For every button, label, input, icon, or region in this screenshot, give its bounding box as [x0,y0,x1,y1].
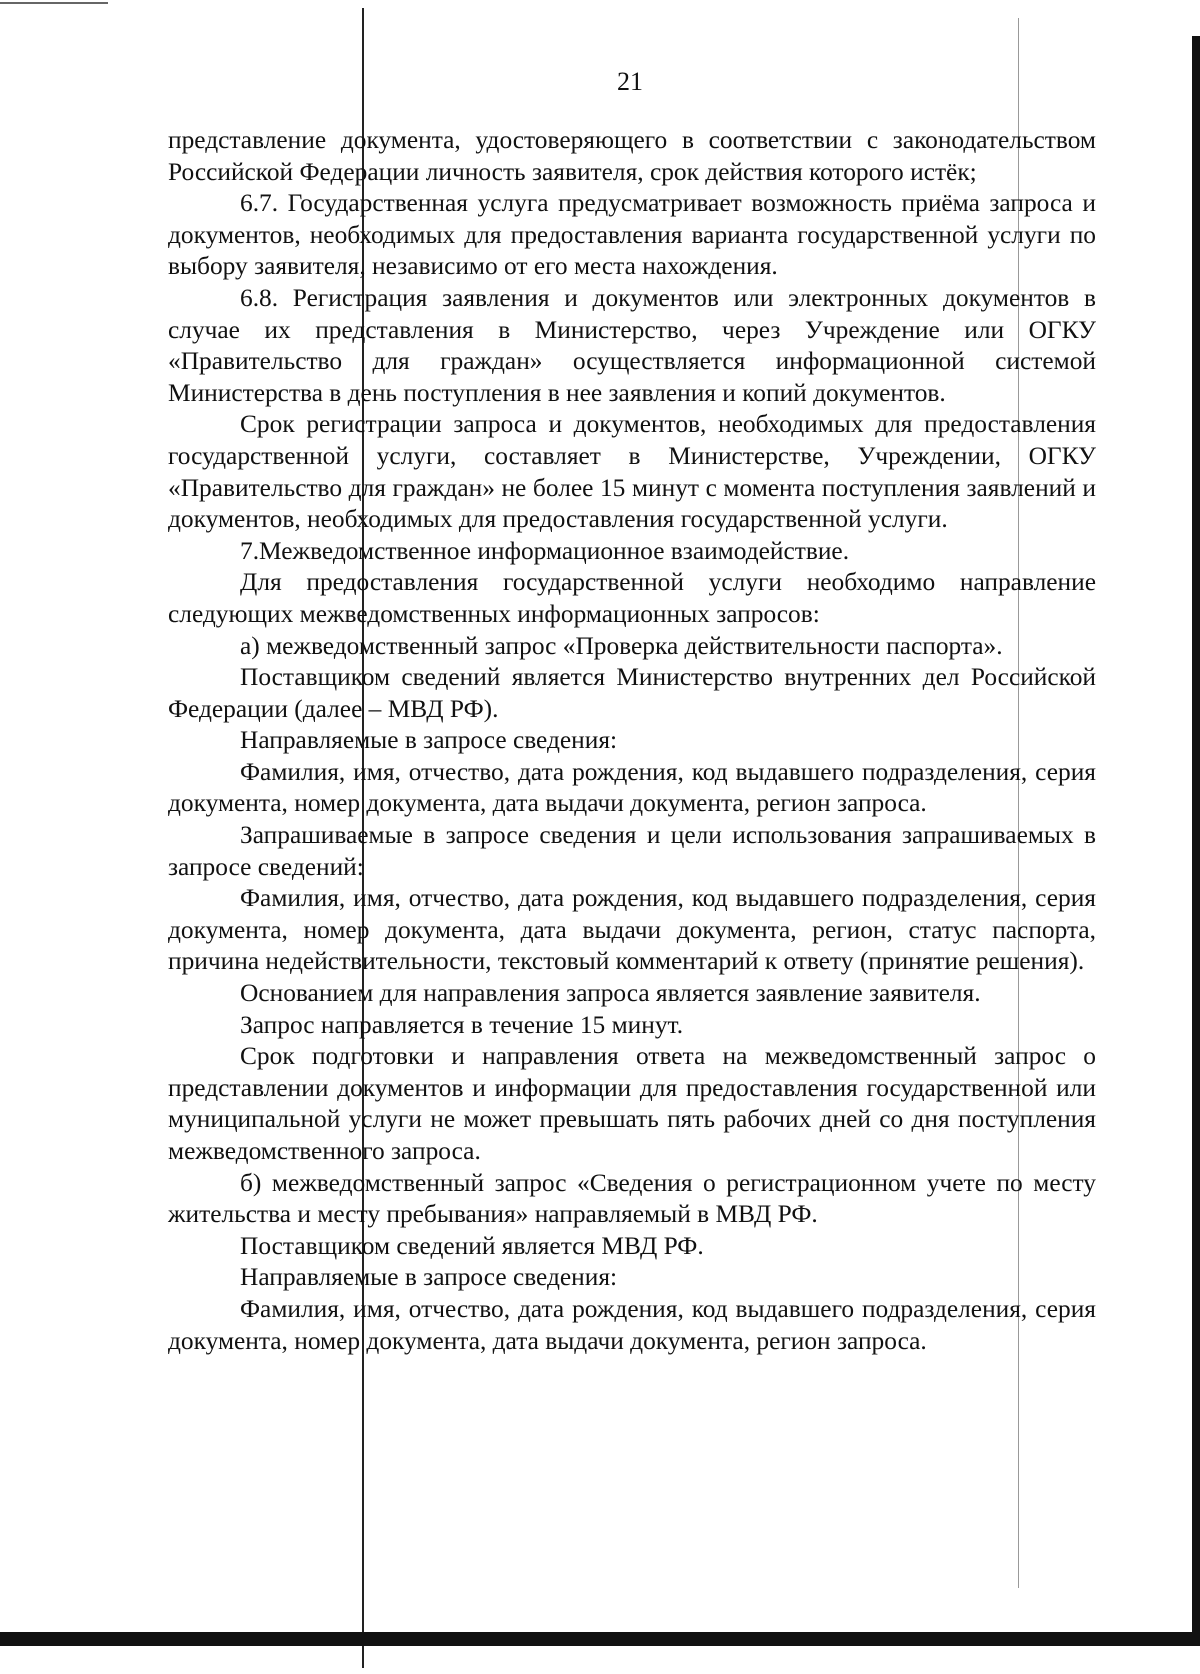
paragraph: Основанием для направления запроса является заявление заявителя. [240,979,981,1008]
paragraph: Фамилия, имя, отчество, дата рождения, код выдавшего подразделения, серия документа, номер документа, дата выдачи документа, регион, статус паспорта, причина недействительности, текстовый комментарий к ответу (принятие решения). [168,884,1096,976]
paragraph: 6.7. Государственная услуга предусматривает возможность приёма запроса и документов, необходимых для предоставления варианта государственной услуги по выбору заявителя, независимо от его места нахождения. [168,189,1096,281]
paragraph: Срок регистрации запроса и документов, необходимых для предоставления государственной услуги, составляет в Министерстве, Учреждении, ОГКУ «Правительство для граждан» не более 15 минут с момента поступления заявлений и документов, необходимых для предоставления государственной услуги. [168,410,1096,534]
page-number: 21 [617,67,643,96]
paragraph: Для предоставления государственной услуги необходимо направление следующих межведомственных информационных запросов: [168,568,1096,628]
paragraph: Направляемые в запросе сведения: [240,726,618,755]
paragraph: Поставщиком сведений является МВД РФ. [240,1231,704,1260]
list-item: б) межведомственный запрос «Сведения о регистрационном учете по месту жительства и месту пребывания» направляемый в МВД РФ. [168,1168,1096,1229]
scan-artifact-right-edge [1192,36,1200,1636]
paragraph: представление документа, удостоверяющего в соответствии с законодательством Российской Федерации личность заявителя, срок действия которого истёк; [168,126,1096,186]
scan-artifact-top-line [0,2,108,4]
scan-artifact-bottom-edge [0,1632,1200,1646]
paragraph: Фамилия, имя, отчество, дата рождения, код выдавшего подразделения, серия документа, номер документа, дата выдачи документа, регион запроса. [168,757,1096,818]
section-heading: 7.Межведомственное информационное взаимодействие. [240,536,850,565]
paragraph: 6.8. Регистрация заявления и документов или электронных документов в случае их представления в Министерство, через Учреждение или ОГКУ «Правительство для граждан» осуществляется информационной системой Министерства в день поступления в нее заявления и копий документов. [168,283,1096,407]
list-item: а) межведомственный запрос «Проверка действительности паспорта». [240,631,1003,660]
paragraph: Запрос направляется в течение 15 минут. [240,1010,684,1039]
paragraph: Поставщиком сведений является Министерство внутренних дел Российской Федерации (далее – МВД РФ). [168,663,1096,723]
paragraph: Направляемые в запросе сведения: [240,1263,618,1292]
paragraph: Срок подготовки и направления ответа на межведомственный запрос о представлении документов и информации для предоставления государственной или муниципальной услуги не может превышать пять рабочих дней со дня поступления межведомственного запроса. [168,1042,1096,1165]
document-body [168,125,1096,1357]
paragraph: Запрашиваемые в запросе сведения и цели использования запрашиваемых в запросе сведений: [168,821,1096,881]
paragraph: Фамилия, имя, отчество, дата рождения, код выдавшего подразделения, серия документа, номер документа, дата выдачи документа, регион запроса. [168,1294,1096,1355]
